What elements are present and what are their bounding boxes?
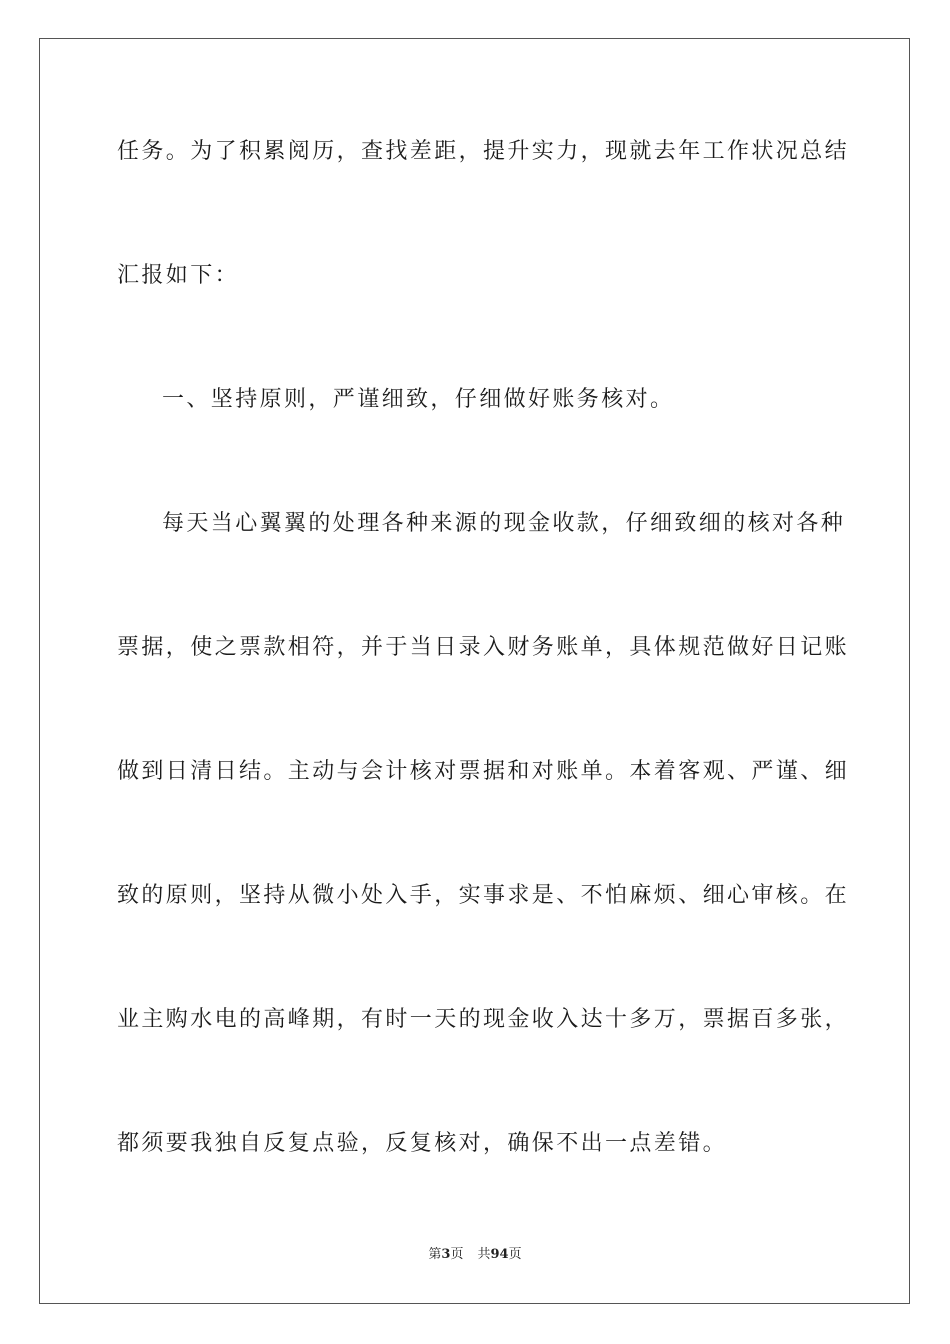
section-heading-1: 一、坚持原则，严谨细致，仔细做好账务核对。 xyxy=(162,387,675,412)
text-line-7: 致的原则，坚持从微小处入手，实事求是、不怕麻烦、细心审核。在 xyxy=(117,883,850,908)
text-line-6: 做到日清日结。主动与会计核对票据和对账单。本着客观、严谨、细 xyxy=(117,759,850,784)
page-footer xyxy=(0,1246,950,1264)
text-line-9: 都须要我独自反复点验，反复核对，确保不出一点差错。 xyxy=(117,1131,728,1156)
page-number: 3 xyxy=(441,1247,451,1262)
total-suffix: 页 xyxy=(508,1247,522,1262)
text-line-2: 汇报如下： xyxy=(117,263,240,288)
total-pages: 94 xyxy=(490,1247,509,1262)
page-suffix: 页 xyxy=(450,1247,464,1262)
text-line-8: 业主购水电的高峰期，有时一天的现金收入达十多万，票据百多张， xyxy=(117,1007,850,1032)
text-line-4: 每天当心翼翼的处理各种来源的现金收款，仔细致细的核对各种 xyxy=(162,511,846,536)
text-line-1: 任务。为了积累阅历，查找差距，提升实力，现就去年工作状况总结 xyxy=(117,139,850,164)
total-prefix: 共 xyxy=(477,1247,491,1262)
page-prefix: 第 xyxy=(428,1247,442,1262)
text-line-5: 票据，使之票款相符，并于当日录入财务账单，具体规范做好日记账 xyxy=(117,635,850,660)
page-frame xyxy=(39,38,910,1304)
